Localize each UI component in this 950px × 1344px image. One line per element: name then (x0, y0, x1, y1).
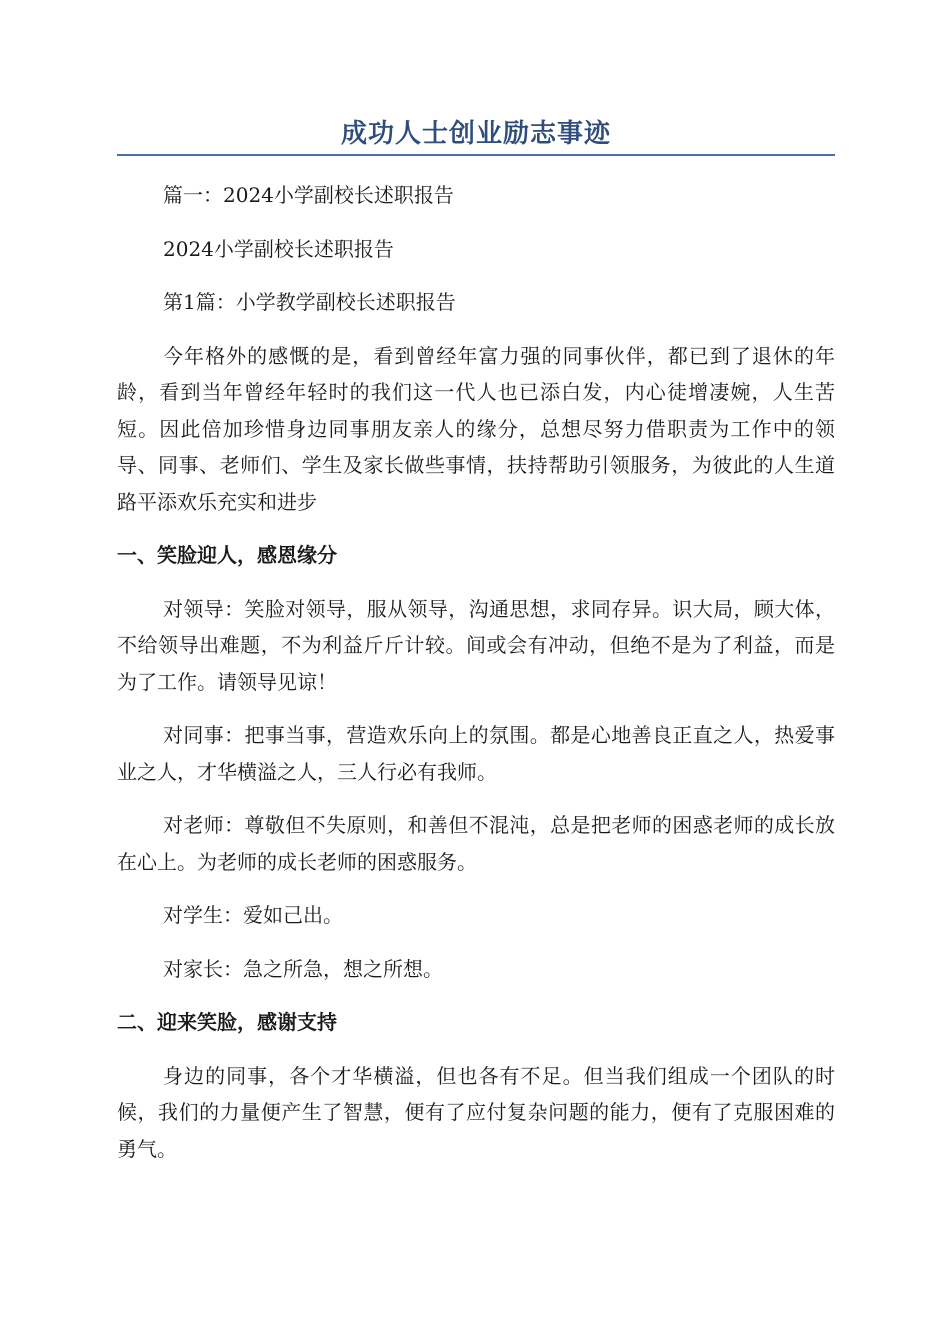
section-heading-1: 一、笑脸迎人，感恩缘分 (117, 543, 337, 567)
title-underline (117, 154, 835, 156)
paragraph-leader: 对领导：笑脸对领导，服从领导，沟通思想，求同存异。识大局，顾大体，不给领导出难题，不为利益斤斤计较。间或会有冲动，但绝不是为了利益，而是为了工作。请领导见谅！ (117, 596, 835, 694)
paragraph-colleague: 对同事：把事当事，营造欢乐向上的氛围。都是心地善良正直之人，热爱事业之人，才华横溢之人，三人行必有我师。 (117, 723, 835, 784)
paragraph-parent: 对家长：急之所急，想之所想。 (163, 956, 443, 981)
intro-paragraph: 今年格外的感慨的是，看到曾经年富力强的同事伙伴，都已到了退休的年龄，看到当年曾经年轻时的我们这一代人也已添白发，内心徒增凄婉，人生苦短。因此倍加珍惜身边同事朋友亲人的缘分，总想尽努力借职责为工作中的领导、同事、老师们、学生及家长做些事情，扶持帮助引领服务，为彼此的人生道路平添欢乐充实和进步 (117, 343, 835, 514)
paragraph-teacher: 对老师：尊敬但不失原则，和善但不混沌，总是把老师的困惑老师的成长放在心上。为老师的成长老师的困惑服务。 (117, 813, 835, 874)
document-title: 成功人士创业励志事迹 (340, 119, 611, 149)
subtitle-article-one: 篇一：2024小学副校长述职报告 (163, 183, 454, 207)
section-heading-2: 二、迎来笑脸，感谢支持 (117, 1010, 337, 1034)
subtitle-part-one: 第1篇：小学教学副校长述职报告 (163, 290, 456, 314)
paragraph-team: 身边的同事，各个才华横溢，但也各有不足。但当我们组成一个团队的时候，我们的力量便产生了智慧，便有了应付复杂问题的能力，便有了克服困难的勇气。 (117, 1063, 835, 1161)
subtitle-report: 2024小学副校长述职报告 (163, 236, 394, 261)
paragraph-student: 对学生：爱如己出。 (163, 903, 343, 927)
document-page (117, 0, 835, 1167)
